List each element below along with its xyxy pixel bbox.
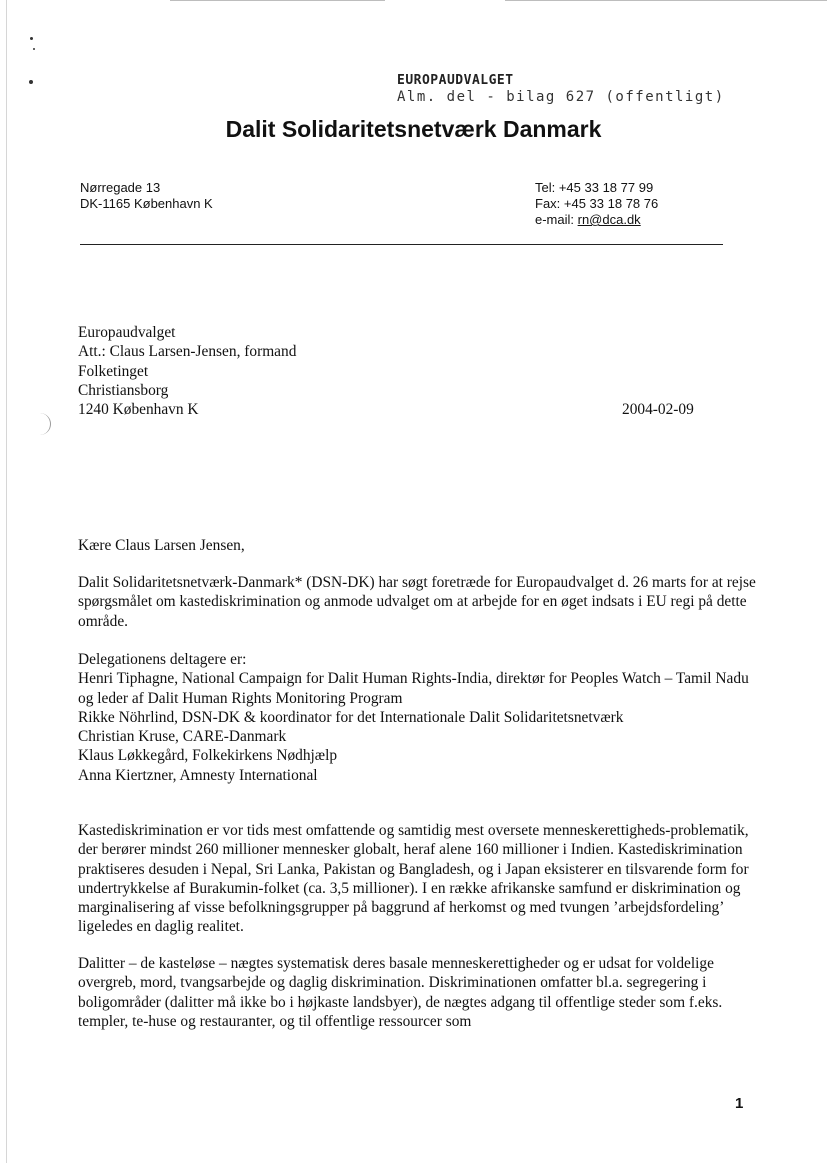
header-divider: [80, 244, 723, 245]
letter-date: 2004-02-09: [622, 401, 694, 418]
recipient-line: Christiansborg: [78, 381, 169, 399]
sender-contact: [535, 180, 658, 228]
delegation-member: Henri Tiphagne, National Campaign for Dalit Human Rights-India, direktør for Peoples Watch – Tamil Nadu og leder af Dalit Human Rights Monitoring Program: [78, 670, 749, 707]
salutation: Kære Claus Larsen Jensen,: [78, 537, 245, 554]
recipient-line: Europaudvalget: [78, 324, 176, 341]
recipient-line: Folketinget: [78, 362, 149, 380]
scan-edge: [6, 0, 7, 1163]
scan-speck: [33, 48, 35, 50]
recipient-line: Att.: Claus Larsen-Jensen, formand: [78, 343, 297, 361]
paragraph-intro: Dalit Solidaritetsnetværk-Danmark* (DSN-DK) har søgt foretræde for Europaudvalget d. 26 marts for at rejse spørgsmålet om kastediskrimination og anmode udvalget om at arbejde for en øget indsats i EU regi på dette område.: [78, 574, 756, 630]
sender-fax: Fax: +45 33 18 78 76: [535, 196, 659, 211]
binder-mark: [32, 413, 51, 435]
email-label: e-mail:: [535, 212, 578, 227]
paragraph-dalits: Dalitter – de kasteløse – nægtes systematisk deres basale menneskerettigheder og er udsat for voldelige overgreb, mord, tvangsarbejde og daglig diskrimination. Diskriminationen omfatter bl.a. segregering i boligområder (dalitter må ikke bo i højkaste landsbyer), de nægtes adgang til offentlige steder som f.eks. templer, te-huse og restauranter, og til offentlige ressourcer som: [78, 955, 723, 1030]
scan-speck: [30, 37, 33, 40]
sender-address-line: DK-1165 København K: [80, 196, 213, 211]
email-link[interactable]: rn@dca.dk: [577, 212, 641, 227]
page-number: 1: [735, 1095, 744, 1112]
delegation-member: Klaus Løkkegård, Folkekirkens Nødhjælp: [78, 747, 338, 765]
registration-stamp: [397, 72, 725, 106]
sender-tel: Tel: +45 33 18 77 99: [535, 180, 654, 195]
stamp-reference: Alm. del - bilag 627 (offentligt): [397, 89, 725, 105]
recipient-line: 1240 København K: [78, 401, 199, 419]
scan-artifact-line: [170, 0, 385, 1]
scan-speck: [29, 80, 33, 84]
delegation-heading: Delegationens deltagere er:: [78, 651, 247, 668]
delegation-member: Anna Kiertzner, Amnesty International: [78, 766, 318, 784]
stamp-committee: EUROPAUDVALGET: [397, 73, 514, 88]
paragraph-caste-discrimination: Kastediskrimination er vor tids mest omfattende og samtidig mest oversete menneskerettigheds-problematik, der berører mindst 260 millioner mennesker globalt, heraf alene 160 millioner i Indien. Kastediskrimination praktiseres desuden i Nepal, Sri Lanka, Pakistan og Bangladesh, og i Japan eksisterer en tilsvarende form for undertrykkelse af Burakumin-folket (ca. 3,5 millioner). I en række afrikanske samfund er diskrimination og marginalisering af visse befolkningsgrupper på baggrund af herkomst og med tvungen ’arbejdsfordeling’ ligeledes en daglig realitet.: [78, 822, 749, 936]
scan-artifact-line: [505, 0, 827, 1]
sender-address: [80, 180, 213, 212]
sender-email-row: [535, 212, 658, 228]
delegation-member: Christian Kruse, CARE-Danmark: [78, 728, 287, 746]
delegation-member: Rikke Nöhrlind, DSN-DK & koordinator for det Internationale Dalit Solidaritetsnetværk: [78, 708, 624, 726]
organization-title: Dalit Solidaritetsnetværk Danmark: [225, 116, 602, 142]
sender-address-line: Nørregade 13: [80, 180, 161, 195]
delegation-list: [78, 650, 758, 785]
